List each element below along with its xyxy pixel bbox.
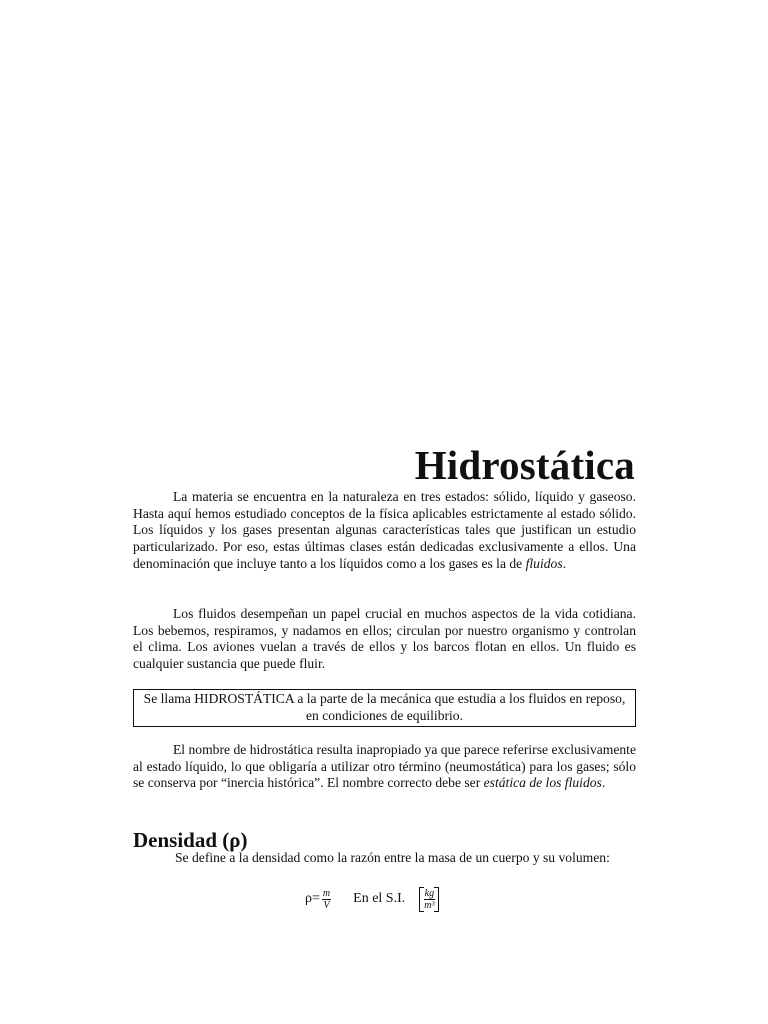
paragraph-fluids-role: Los fluidos desempeñan un papel crucial en muchos aspectos de la vida cotidiana. Los bebemos, respiramos, y nadamos en ellos; circulan por nuestro organismo y controlan el clima. Los aviones vuelan a través de ellos y los barcos flotan en ellos. Un fluido es cualquier sustancia que puede fluir.: [133, 606, 636, 672]
paragraph-tail: .: [562, 555, 567, 571]
fraction-denominator: V: [323, 899, 330, 911]
equals-sign: =: [312, 891, 320, 906]
section-heading-densidad: Densidad (ρ): [133, 828, 248, 852]
mass-over-volume-fraction: [322, 888, 331, 911]
emphasis-fluidos: fluidos: [525, 555, 563, 571]
fraction-numerator: m: [322, 887, 331, 899]
units-fraction: [423, 888, 435, 911]
page-title: Hidrostática: [414, 442, 635, 488]
si-units-bracket: [419, 887, 439, 912]
units-denominator: m³: [424, 899, 435, 911]
definition-box: Se llama HIDROSTÁTICA a la parte de la mecánica que estudia a los fluidos en reposo, en condiciones de equilibrio.: [133, 689, 636, 727]
paragraph-text: El nombre de hidrostática resulta inapropiado ya que parece referirse exclusivamente al estado líquido, lo que obligaría a utilizar otro término (neumostática) para los gases; sólo se conserva por “inercia histórica”. El nombre correcto debe ser: [133, 742, 636, 791]
si-label: En el S.I.: [353, 891, 406, 906]
emphasis-estatica: estática de los fluidos: [483, 775, 602, 791]
paragraph-tail: .: [601, 775, 606, 791]
paragraph-name-origin: [133, 742, 636, 792]
paragraph-text: La materia se encuentra en la naturaleza en tres estados: sólido, líquido y gaseoso. Hasta aquí hemos estudiado conceptos de la física aplicables estrictamente al estado sólido. Los líquidos y los gases presentan algunas características tales que justifican un estudio particularizado. Por eso, estas últimas clases están dedicadas exclusivamente a ellos. Una denominación que incluye tanto a los líquidos como a los gases es la de: [133, 489, 636, 571]
rho-symbol: ρ: [305, 891, 312, 906]
density-definition-text: Se define a la densidad como la razón entre la masa de un cuerpo y su volumen:: [175, 850, 610, 865]
paragraph-states-of-matter: [133, 489, 636, 573]
units-numerator: kg: [424, 887, 435, 899]
density-formula: [305, 884, 439, 914]
